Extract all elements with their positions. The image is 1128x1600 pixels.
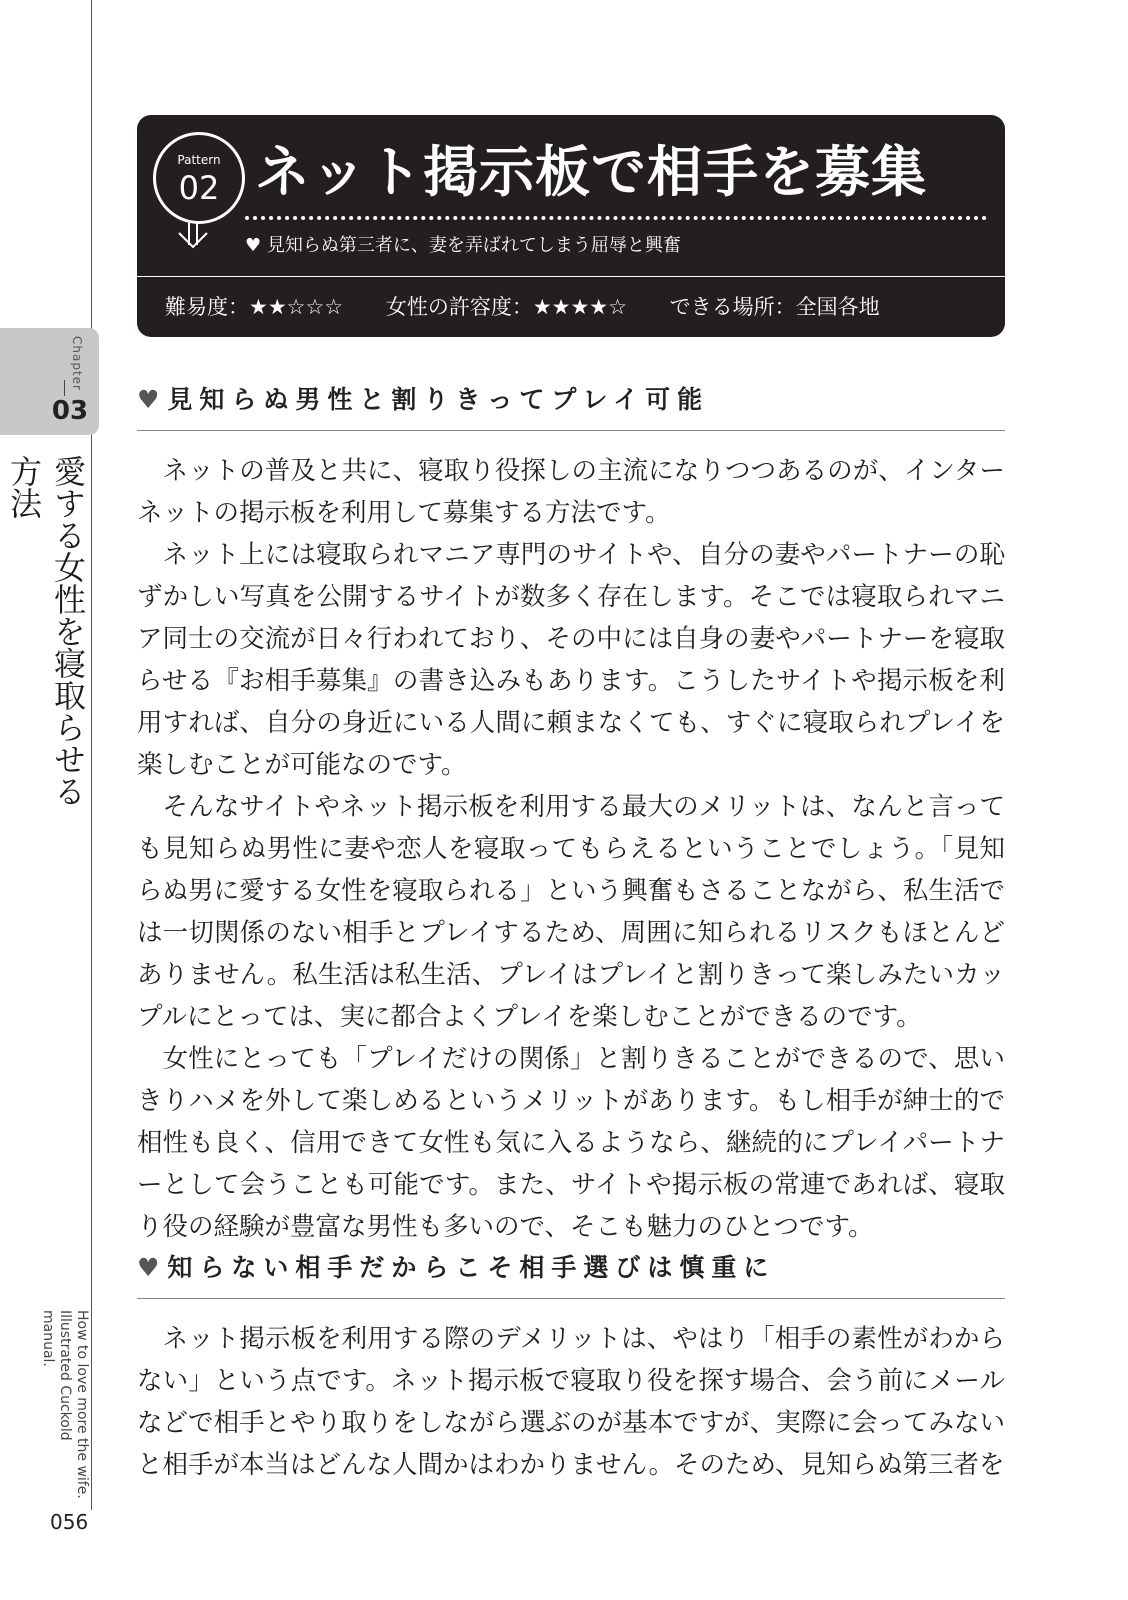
paragraph: ネット掲示板を利用する際のデメリットは、やはり「相手の素性がわからない」という点です。ネット掲示板で寝取り役を探す場合、会う前にメールなどで相手とやり取りをしながら選ぶのが基本ですが、実際に会ってみないと相手が本当はどんな人間かはわかりません。そのため、見知らぬ第三者を xyxy=(137,1324,1005,1480)
paragraph: ネットの普及と共に、寝取り役探しの主流になりつつあるのが、インターネットの掲示板を利用して募集する方法です。 xyxy=(137,456,1005,528)
dotted-divider xyxy=(245,216,987,220)
difficulty-rating: 難易度：★★☆☆☆ xyxy=(165,295,344,319)
heart-icon: ♥ xyxy=(137,385,160,414)
paragraph: ネット上には寝取られマニア専門のサイトや、自分の妻やパートナーの恥ずかしい写真を公開するサイトが数多く存在します。そこでは寝取られマニア同士の交流が日々行われており、その中には自身の妻やパートナーを寝取らせる『お相手募集』の書き込みもあります。こうしたサイトや掲示板を利用すれば、自分の身近にいる人間に頼まなくても、すぐに寝取られプレイを楽しむことが可能なのです。 xyxy=(137,540,1005,780)
chapter-divider xyxy=(64,380,65,396)
section-heading-2 xyxy=(137,1248,1005,1299)
chapter-title: 愛する女性を寝取らせる方法 xyxy=(5,455,87,807)
section-heading-text: 見知らぬ男性と割りきってプレイ可能 xyxy=(167,385,710,414)
chapter-number: 03 xyxy=(51,396,89,426)
paragraph: 女性にとっても「プレイだけの関係」と割りきることができるので、思いきりハメを外して楽しめるというメリットがあります。もし相手が紳士的で相性も良く、信用できて女性も気に入るようなら、継続的にプレイパートナーとして会うことも可能です。また、サイトや掲示板の常連であれば、寝取り役の経験が豊富な男性も多いので、そこも魅力のひとつです。 xyxy=(137,1044,1005,1242)
pattern-header xyxy=(137,115,1005,337)
english-title: How to love more the wife. Illustrated Cuckold manual. xyxy=(40,1310,90,1499)
arrow-down-icon xyxy=(175,223,215,249)
section-body-1 xyxy=(137,450,1005,1248)
tolerance-rating: 女性の許容度：★★★★☆ xyxy=(385,295,627,319)
header-divider xyxy=(137,276,1005,277)
paragraph: そんなサイトやネット掲示板を利用する最大のメリットは、なんと言っても見知らぬ男性に妻や恋人を寝取ってもらえるということでしょう。「見知らぬ男に愛する女性を寝取られる」という興奮もさることながら、私生活では一切関係のない相手とプレイするため、周囲に知られるリスクもほとんどありません。私生活は私生活、プレイはプレイと割りきって楽しみたいカップルにとっては、実に都合よくプレイを楽しむことができるのです。 xyxy=(137,792,1005,1032)
subtitle: ♥ 見知らぬ第三者に、妻を弄ばれてしまう屈辱と興奮 xyxy=(245,235,681,256)
section-body-2 xyxy=(137,1318,1005,1486)
page-title: ネット掲示板で相手を募集 xyxy=(255,140,928,204)
section-heading-text: 知らない相手だからこそ相手選びは慎重に xyxy=(167,1253,776,1282)
section-heading-1 xyxy=(137,380,1005,431)
chapter-label: Chapter xyxy=(70,336,84,391)
pattern-label: Pattern xyxy=(177,153,221,167)
page-number: 056 xyxy=(50,1510,89,1534)
heart-icon: ♥ xyxy=(137,1253,160,1282)
pattern-badge xyxy=(153,132,245,224)
ratings-row xyxy=(165,291,916,323)
pattern-number: 02 xyxy=(178,169,220,207)
margin-rule xyxy=(91,0,92,1510)
location-info: できる場所：全国各地 xyxy=(669,295,880,319)
